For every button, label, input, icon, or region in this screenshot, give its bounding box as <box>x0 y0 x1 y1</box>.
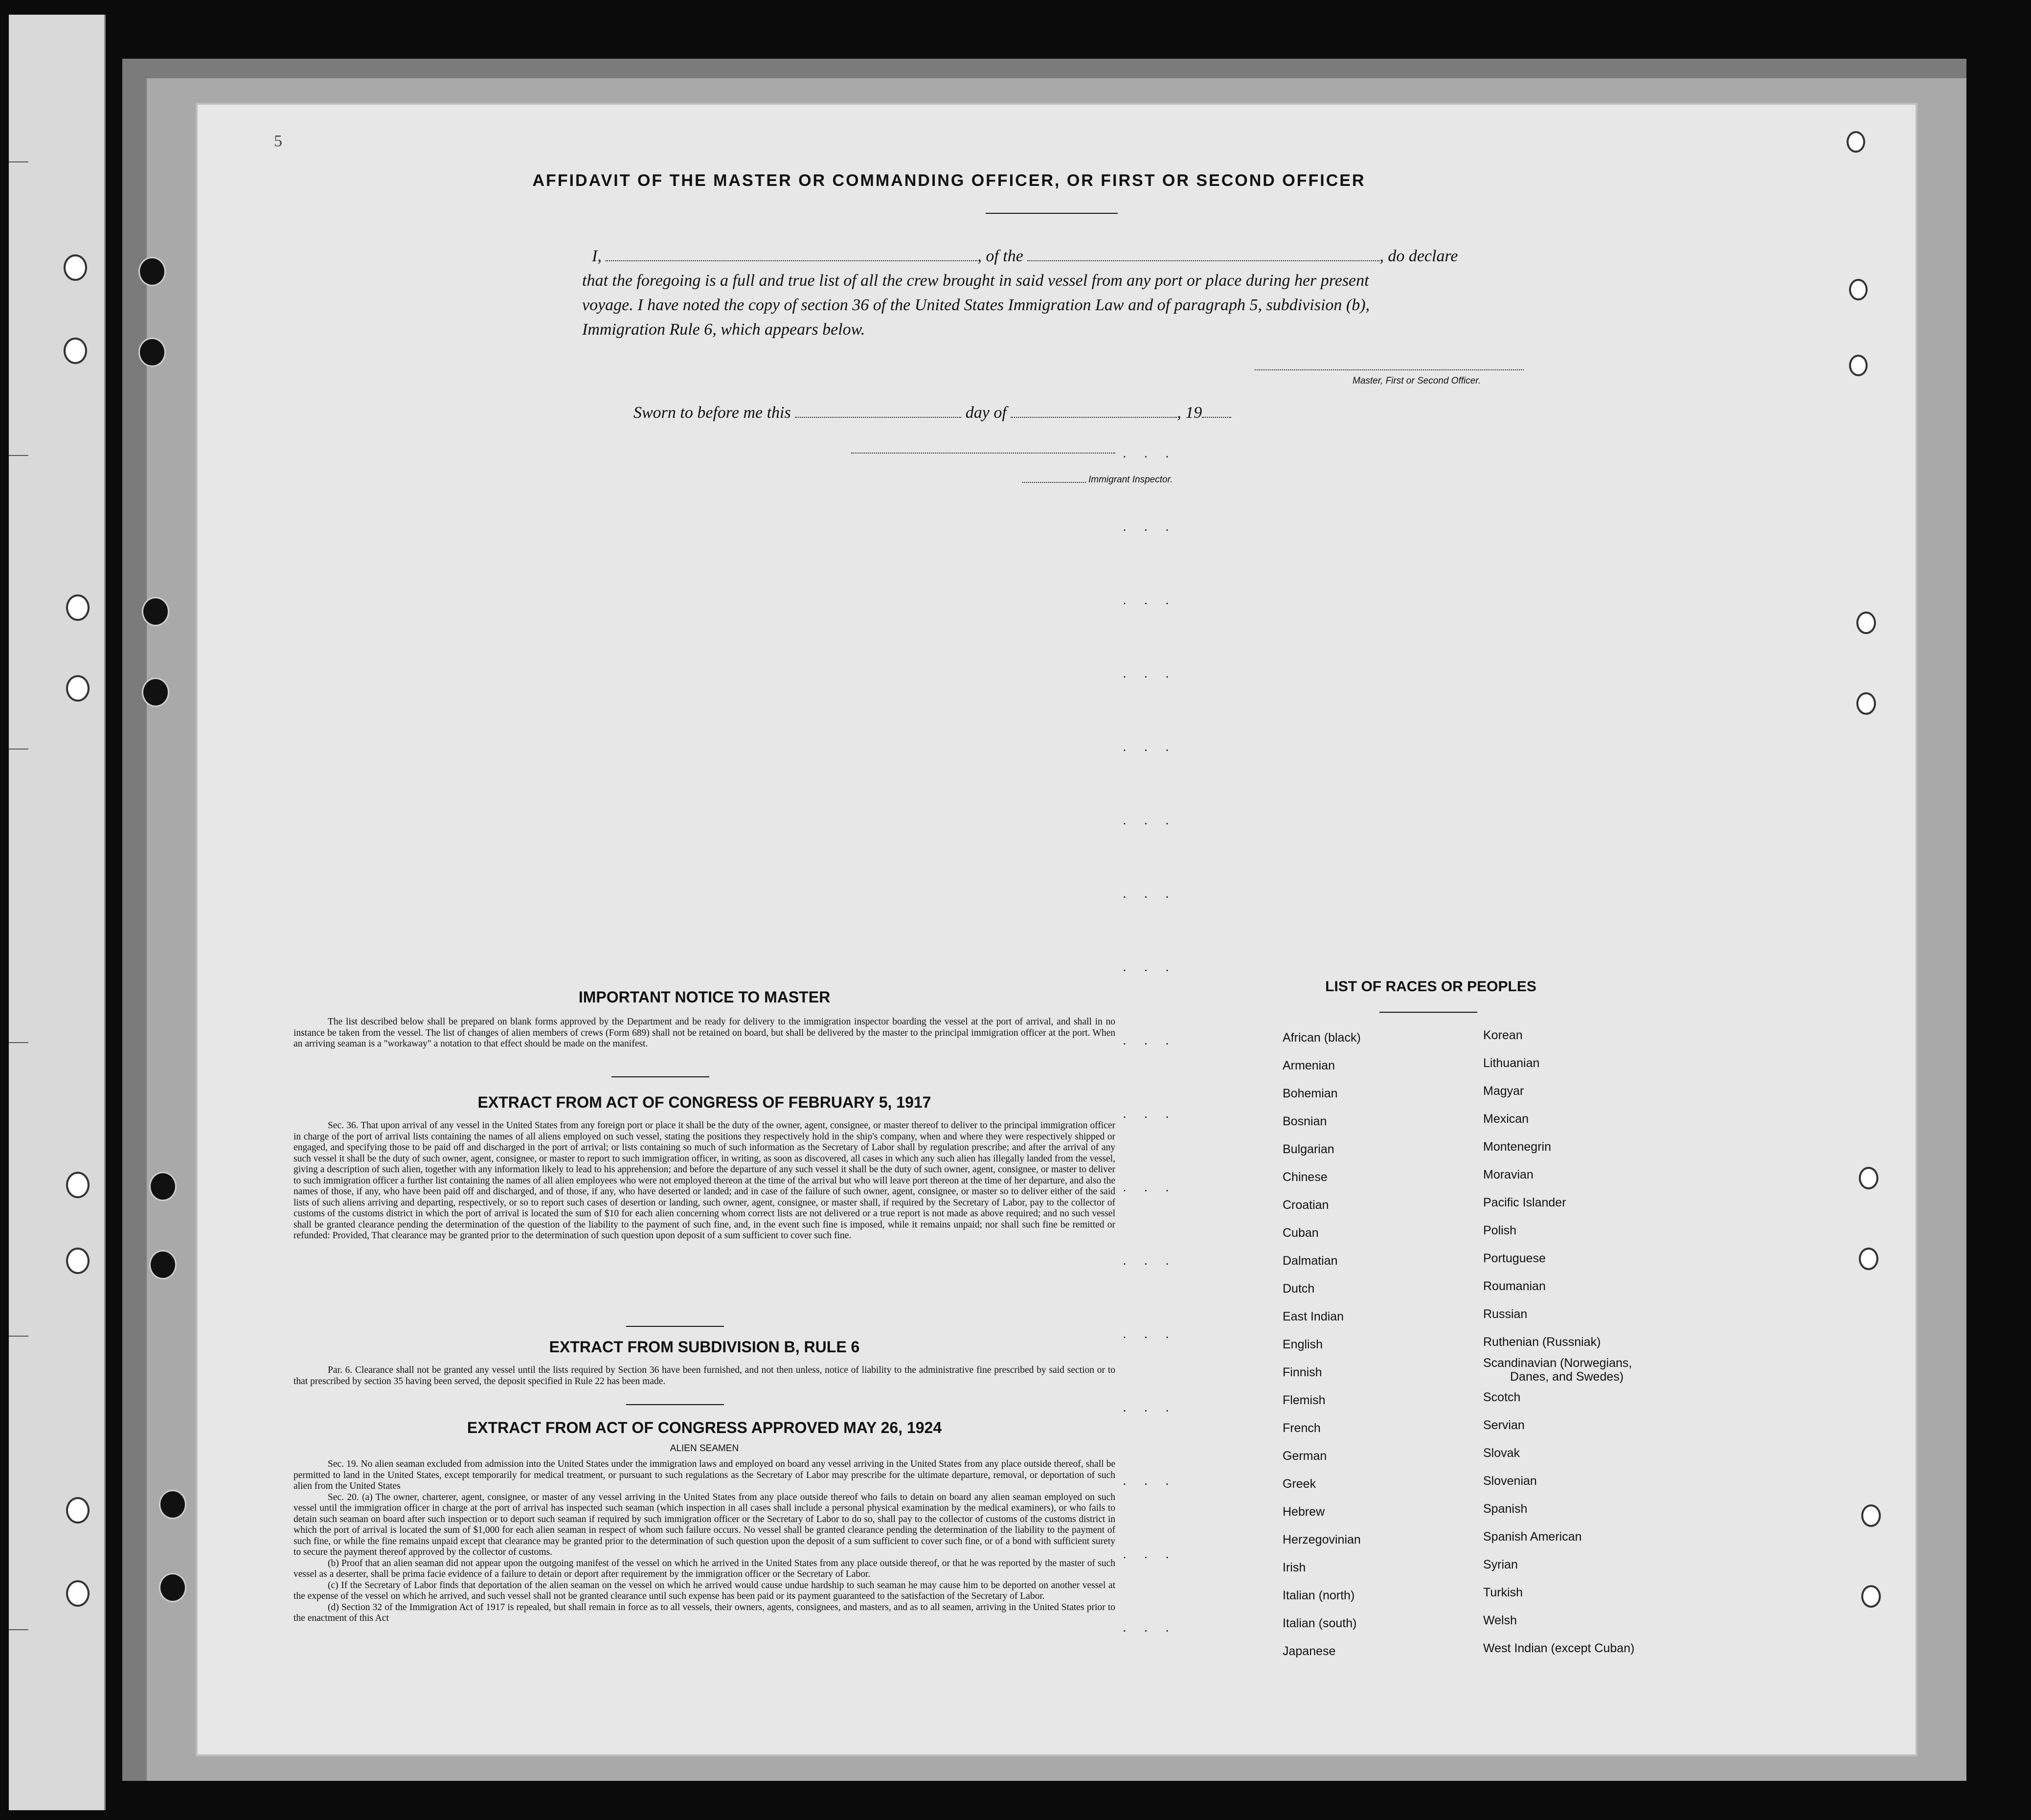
affidavit-title: AFFIDAVIT OF THE MASTER OR COMMANDING OFFICER, OR FIRST OR SECOND OFFICER <box>532 171 1366 190</box>
declaration-line-2: that the foregoing is a full and true list of all the crew brought in said vessel from any port or place during her present <box>582 272 1369 290</box>
punch-hole <box>66 675 90 702</box>
extract-rule6-paragraph: Par. 6. Clearance shall not be granted any vessel until the lists required by Section 36 have been furnished, and not then unless, notice of liability to the administrative fine prescribed by said section or to that prescribed by section 35 having been served, the deposit specified in Rule 22 has been made. <box>293 1365 1115 1387</box>
race-item: Scandinavian (Norwegians, <box>1483 1356 1632 1370</box>
punch-hole <box>64 338 87 364</box>
race-item: Pacific Islander <box>1483 1196 1566 1209</box>
declaration-line-3: voyage. I have noted the copy of section 36 of the United States Immigration Law and of paragraph 5, subdivision (b), <box>582 296 1370 314</box>
punch-hole <box>1856 692 1876 715</box>
race-item: German <box>1283 1449 1327 1463</box>
race-item: Slovenian <box>1483 1474 1537 1488</box>
declaration-line-4: Immigration Rule 6, which appears below. <box>582 320 865 339</box>
declaration-line-1 <box>592 245 1717 268</box>
extract-1917-text <box>293 1120 1115 1242</box>
strip-tick <box>9 161 28 162</box>
race-item: Japanese <box>1283 1644 1336 1658</box>
sworn-year-prefix: , 19 <box>1177 404 1202 422</box>
punch-hole <box>66 1580 90 1607</box>
race-item: Bosnian <box>1283 1115 1327 1128</box>
notice-text <box>293 1017 1115 1050</box>
race-item: Spanish American <box>1483 1530 1582 1544</box>
extract-rule6-text <box>293 1365 1115 1387</box>
punch-hole <box>64 254 87 281</box>
race-item: Croatian <box>1283 1198 1329 1212</box>
race-item: Montenegrin <box>1483 1140 1551 1154</box>
sworn-day-of: day of <box>965 404 1007 422</box>
sworn-line <box>633 401 1514 425</box>
punch-hole <box>1859 1167 1878 1189</box>
race-item: Finnish <box>1283 1365 1322 1379</box>
race-item: Syrian <box>1483 1558 1518 1571</box>
race-item: Bulgarian <box>1283 1142 1334 1156</box>
sworn-month-blank[interactable] <box>1011 417 1177 418</box>
race-item: Scotch <box>1483 1390 1521 1404</box>
race-item: Italian (south) <box>1283 1616 1357 1630</box>
signature-blank[interactable] <box>1255 369 1524 370</box>
race-item: West Indian (except Cuban) <box>1483 1641 1635 1655</box>
punch-hole <box>1861 1504 1881 1527</box>
section-rule <box>611 1076 709 1077</box>
strip-tick <box>9 749 28 750</box>
extract-rule6-title: EXTRACT FROM SUBDIVISION B, RULE 6 <box>549 1338 860 1356</box>
dots-mark: . . . <box>1123 812 1176 827</box>
section-rule <box>626 1404 724 1405</box>
punch-hole <box>1849 355 1868 376</box>
race-item: Herzegovinian <box>1283 1533 1361 1547</box>
punch-hole <box>66 1172 90 1198</box>
dots-mark: . . . <box>1123 1619 1176 1635</box>
race-item: Turkish <box>1483 1586 1523 1599</box>
dots-mark: . . . <box>1123 592 1176 607</box>
dots-mark: . . . <box>1123 1106 1176 1121</box>
race-item: Hebrew <box>1283 1505 1325 1519</box>
race-item: Lithuanian <box>1483 1056 1540 1070</box>
race-item: Mexican <box>1483 1112 1529 1126</box>
race-item: Flemish <box>1283 1393 1326 1407</box>
punch-hole <box>142 597 169 626</box>
extract-1924-subtitle: ALIEN SEAMEN <box>670 1443 739 1454</box>
dots-mark: . . . <box>1123 445 1176 460</box>
dots-mark: . . . <box>1123 1252 1176 1268</box>
race-item: Dutch <box>1283 1282 1315 1296</box>
race-item: Irish <box>1283 1561 1306 1574</box>
inspector-signature-blank[interactable] <box>851 453 1115 454</box>
punch-hole <box>1861 1585 1881 1608</box>
bleed-through <box>1644 440 1652 455</box>
race-item: Spanish <box>1483 1502 1528 1516</box>
extract-1917-title: EXTRACT FROM ACT OF CONGRESS OF FEBRUARY 5, 1917 <box>477 1093 931 1111</box>
race-item: East Indian <box>1283 1310 1344 1323</box>
decl-do-declare: , do declare <box>1379 247 1458 265</box>
race-item: Servian <box>1483 1418 1525 1432</box>
punch-hole <box>66 594 90 621</box>
sworn-year-blank[interactable] <box>1202 417 1231 418</box>
race-item: Moravian <box>1483 1168 1534 1182</box>
decl-of-the: , of the <box>977 247 1023 265</box>
punch-hole <box>159 1490 186 1519</box>
race-item: Italian (north) <box>1283 1589 1355 1602</box>
punch-hole <box>138 338 166 367</box>
race-item: Russian <box>1483 1307 1528 1321</box>
dots-mark: . . . <box>1123 1399 1176 1414</box>
vessel-blank[interactable] <box>1027 260 1379 261</box>
sworn-label: Sworn to before me this <box>633 404 791 422</box>
dots-mark: . . . <box>1123 739 1176 754</box>
race-item: English <box>1283 1338 1323 1351</box>
race-item: Danes, and Swedes) <box>1510 1370 1624 1384</box>
punch-hole <box>1849 279 1868 300</box>
dots-mark: . . . <box>1123 1473 1176 1488</box>
punch-hole <box>1847 131 1865 153</box>
title-rule <box>986 213 1118 214</box>
races-title: LIST OF RACES OR PEOPLES <box>1325 978 1536 995</box>
race-item: Cuban <box>1283 1226 1319 1240</box>
dots-mark: . . . <box>1123 886 1176 901</box>
race-item: Slovak <box>1483 1446 1520 1460</box>
dots-mark: . . . <box>1123 1546 1176 1561</box>
inspector-caption: Immigrant Inspector. <box>1088 475 1173 485</box>
dots-mark: . . . <box>1123 959 1176 974</box>
race-item: Polish <box>1483 1224 1517 1237</box>
section-rule <box>626 1326 724 1327</box>
binder-strip <box>9 15 106 1810</box>
punch-hole <box>149 1172 177 1201</box>
punch-hole <box>159 1573 186 1602</box>
extract-1924-title: EXTRACT FROM ACT OF CONGRESS APPROVED MAY 26, 1924 <box>467 1419 942 1436</box>
dots-mark: . . . <box>1123 665 1176 681</box>
extract-1924-paragraph: Sec. 19. No alien seaman excluded from admission into the United States under the immigration laws and employed on board any vessel arriving in the United States from any place outside thereof, shall be permitted to land in the United States, except temporarily for medical treatment, or pursuant to such regulations as the Secretary of Labor may prescribe for the ultimate departure, removal, or deportation of such alien from the United States <box>293 1459 1115 1491</box>
page-mark: 5 <box>274 132 282 150</box>
race-item: Bohemian <box>1283 1087 1338 1100</box>
race-item: Korean <box>1483 1028 1523 1042</box>
signature-caption: Master, First or Second Officer. <box>1353 376 1481 386</box>
race-item: Armenian <box>1283 1059 1335 1072</box>
race-item: Welsh <box>1483 1614 1517 1627</box>
punch-hole <box>142 678 169 707</box>
form-page <box>196 103 1918 1756</box>
punch-hole <box>138 257 166 286</box>
race-item: African (black) <box>1283 1031 1361 1045</box>
dots-mark: . . . <box>1123 1032 1176 1047</box>
race-item: Portuguese <box>1483 1251 1546 1265</box>
extract-1924-paragraph: (b) Proof that an alien seaman did not appear upon the outgoing manifest of the vessel on which he arrived in the United States from any place outside thereof, or that he was reported by the master of such vessel as a deserter, shall be prima facie evidence of a failure to detain or deport after requirement by the immigration officer or the Secretary of Labor. <box>293 1558 1115 1579</box>
notice-title: IMPORTANT NOTICE TO MASTER <box>578 988 831 1006</box>
notice-paragraph: The list described below shall be prepared on blank forms approved by the Department and be ready for delivery to the immigration inspector boarding the vessel at the port of arrival, and shall in no instance be taken from the vessel. The list of changes of alien members of crews (Form 689) shall not be retained on board, but shall be delivered by the master to the principal immigration officer at the port. When an arriving seaman is a "workaway" a notation to that effect should be made on the manifest. <box>293 1017 1115 1049</box>
race-item: Greek <box>1283 1477 1316 1491</box>
race-item: French <box>1283 1421 1321 1435</box>
race-item: Dalmatian <box>1283 1254 1338 1268</box>
extract-1924-paragraph: (d) Section 32 of the Immigration Act of 1917 is repealed, but shall remain in force as to all vessels, their owners, agents, consignees, and masters, and as to all seamen, arriving in the United States prior to the enactment of this Act <box>293 1602 1115 1623</box>
race-item: Roumanian <box>1483 1279 1546 1293</box>
dots-mark: . . . <box>1123 1179 1176 1194</box>
sworn-date-blank[interactable] <box>795 417 961 418</box>
dots-mark: . . . <box>1123 1326 1176 1341</box>
races-rule <box>1379 1012 1477 1013</box>
strip-tick <box>9 1629 28 1630</box>
race-item: Ruthenian (Russniak) <box>1483 1335 1601 1349</box>
race-item: Chinese <box>1283 1170 1328 1184</box>
extract-1924-paragraph: (c) If the Secretary of Labor finds that deportation of the alien seaman on the vessel on which he arrived would cause undue hardship to such seaman he may cause him to be deported on another vessel at the expense of the vessel on which he arrived, and such vessel shall not be granted clearance until such expense has been paid or its payment guaranteed to the satisfaction of the Secretary of Labor. <box>293 1580 1115 1601</box>
race-item: Magyar <box>1483 1084 1524 1098</box>
punch-hole <box>149 1250 177 1279</box>
extract-1917-paragraph: Sec. 36. That upon arrival of any vessel in the United States from any foreign port or place it shall be the duty of the owner, agent, consignee, or master thereof to deliver to the principal immigration officer in charge of the port of arrival lists containing the names of all aliens employed on such vessel, stating the positions they respectively hold in the ship's company, when and where they were respectively shipped or engaged, and specifying those to be paid off and discharged in the port of arrival; or lists containing so much of such information as the Secretary of Labor shall by regulation prescribe; and after the arrival of any such vessel it shall be the duty of such owner, agent, consignee, or master to report to such immigration officer, in writing, as soon as discovered, all cases in which any such alien has illegally landed from the vessel, giving a description of such alien, together with any information likely to lead to his apprehension; and before the departure of any such vessel it shall be the duty of such owner, agent, consignee, or master to deliver to such immigration officer a further list containing the names of all alien employees who were not employed thereon at the time of the arrival but who will leave port thereon at the time of her departure, and also the names of those, if any, who have been paid off and discharged, and of those, if any, who have deserted or landed; and in case of the failure of such owner, agent, consignee, or master so to deliver either of the said lists of such aliens arriving and departing, respectively, or so to report such cases of desertion or landing, such owner, agent, consignee, or master shall, if required by the Secretary of Labor, pay to the collector of customs of the customs district in which the port of arrival is located the sum of $10 for each alien concerning whom correct lists are not delivered or a true report is not made as above required; and no such vessel shall be granted clearance pending the determination of the question of the liability to the payment of such fine, and, in the event such fine is imposed, while it remains unpaid; nor shall such fine be remitted or refunded: Provided, That clearance may be granted prior to the determination of such question upon deposit of a sum sufficient to cover such fine. <box>293 1120 1115 1241</box>
punch-hole <box>1859 1248 1878 1270</box>
punch-hole <box>1856 612 1876 634</box>
extract-1924-paragraph: Sec. 20. (a) The owner, charterer, agent, consignee, or master of any vessel arriving in the United States from any place outside thereof who fails to detain on board any alien seaman employed on such vessel until the immigration officer in charge at the port of arrival has inspected such seaman (which inspection in all cases shall include a personal physical examination by the medical examiners), or who fails to detain such seaman on board after such inspection or to deport such seaman if required by such immigration officer or the Secretary of Labor to do so, shall pay to the collector of customs of the customs district in which the port of arrival is located the sum of $1,000 for each alien seaman in respect of whom such failure occurs. No vessel shall be granted clearance pending the determination of the liability to the payment of such fine, or while the fine remains unpaid except that clearance may be granted prior to the determination of such question upon the deposit of a sum sufficient to cover such fine, or of a bond with sufficient surety to secure the payment thereof approved by the collector of customs. <box>293 1492 1115 1557</box>
punch-hole <box>66 1497 90 1524</box>
strip-tick <box>9 1042 28 1043</box>
extract-1924-text <box>293 1459 1115 1624</box>
punch-hole <box>66 1248 90 1274</box>
name-blank[interactable] <box>606 260 977 261</box>
dots-mark: . . . <box>1123 519 1176 534</box>
strip-tick <box>9 455 28 456</box>
strip-tick <box>9 1336 28 1337</box>
decl-i: I, <box>592 247 602 265</box>
inspector-blank[interactable] <box>1022 482 1086 483</box>
